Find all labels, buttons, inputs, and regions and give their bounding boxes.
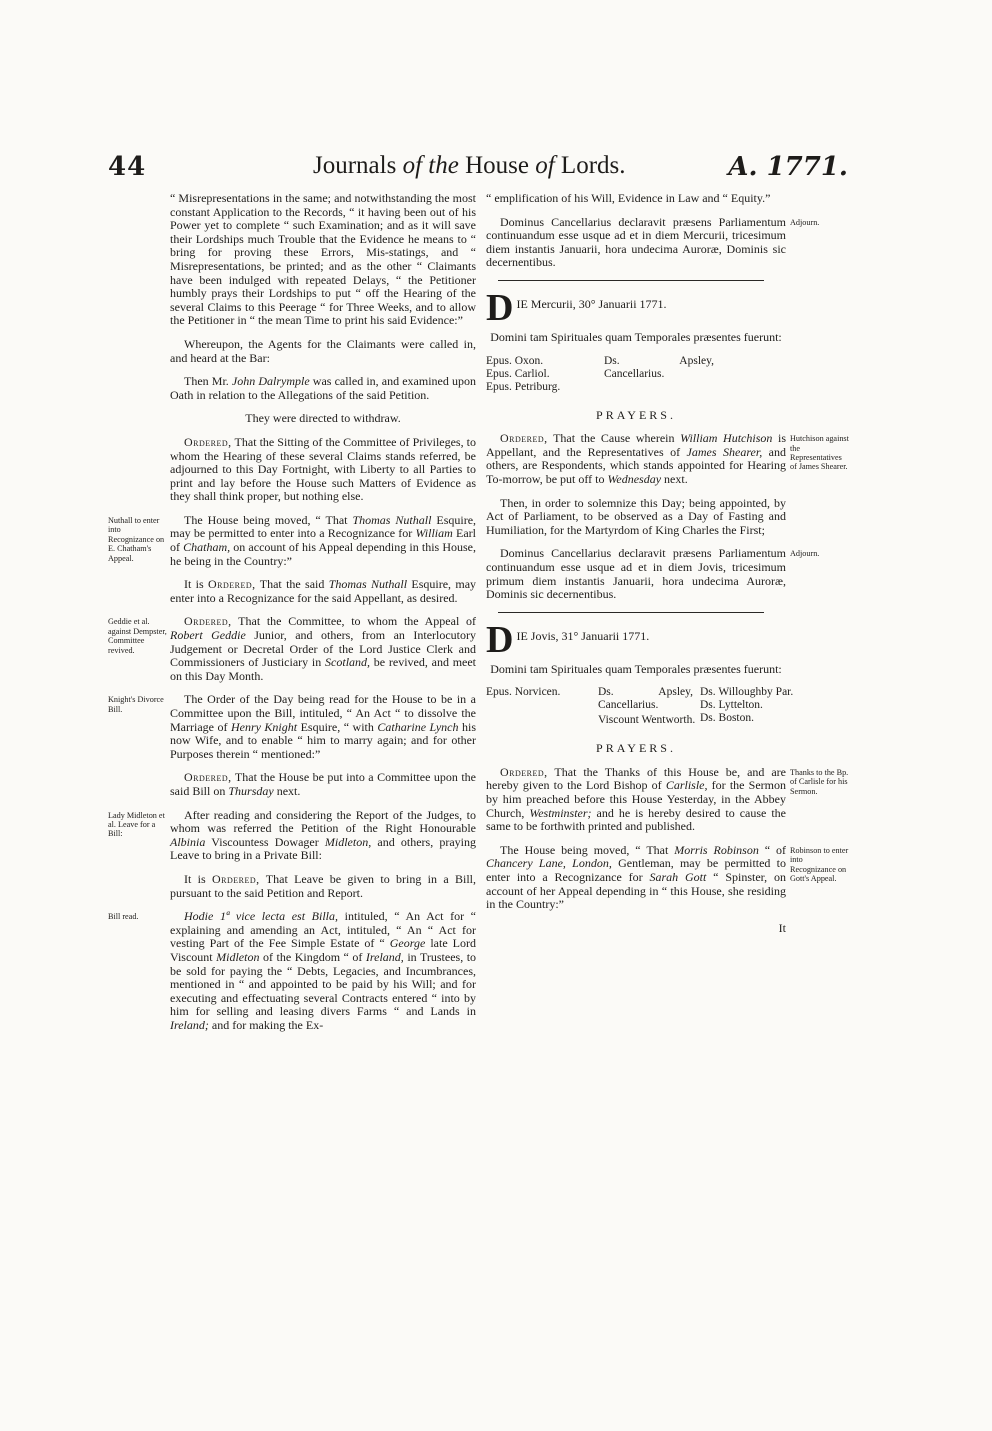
robinson-motion: The House being moved, “ That Morris Robinson “ of Chancery Lane, London, Gentleman, may be permitted to enter into a Recognizance for Sarah Gott “ Spinster, on account of her Appeal depending in “ this House, she residing in the Country:” (486, 842, 787, 912)
margin-note-adjourn-1: Adjourn. (790, 217, 820, 227)
hutchison-order: Ordered, That the Cause wherein William Hutchison is Appellant, and the Representatives of James Shearer, and others, are Respondents, which stands appointed for Hearing To-morrow, be put off to Wednesday next. (486, 431, 787, 486)
midleton-report: After reading and considering the Report of the Judges, to whom was referred the Petition of the Right Honourable Albinia Viscountess Dowager Midleton, and others, praying Leave to bring in a Private Bill: (170, 807, 477, 863)
knight-order-of-day: The Order of the Day being read for the House to be in a Committee upon the Bill, intituled, “ An Act “ to dissolve the Marriage of Henry Knight Esquire, “ with Catharine Lynch his now Wife, and to enable “ him to marry again; and for other Purposes therein “ mentioned:” (170, 692, 476, 761)
adjourn-entry-2 (486, 546, 820, 602)
hutchison-entry (486, 431, 849, 486)
attendee: Epus. Oxon. (486, 354, 544, 367)
page-header (108, 152, 848, 188)
geddie-order: Ordered, That the Committee, to whom the Appeal of Robert Geddie Junior, and others, from an Interlocutory Judgement or Decretal Order of the Lord Justice Clerk and Commissioners of Justiciary in Scotland, be revived, and meet on this Day Month. (170, 614, 477, 683)
date-heading-30-jan: D IE Mercurii, 30° Januarii 1771. (486, 286, 667, 329)
nuthall-entry (108, 512, 477, 606)
right-column (486, 191, 849, 935)
adjourn-entry-1 (486, 214, 820, 270)
nuthall-motion: The House being moved, “ That Thomas Nuthall Esquire, may be permitted to enter into a Recognizance for William Earl of Chatham, on account of his Appeal depending in this House, he being in the Country:” (170, 512, 477, 568)
prayers-heading-2: PRAYERS. (596, 741, 676, 756)
knight-entry (108, 692, 476, 798)
petition-quote-end: “ Misrepresentations in the same; and notwithstanding the most constant Application to the Records, “ it having been out of his Power yet to complete “ such Examination; and as it will save their Lordships much Trouble that the Evidence he means to “ bring for proving these Errors, Mis-statings, and “ Misrepresentations, be printed; and as the other “ Claimants have been indulged with repeated Delays, “ the Petitioner humbly prays their Lordships to put “ off the Hearing of the several Claims to this Peerage “ for Three Weeks, and to allow the Petitioner in “ the mean Time to print his said Evidence:” (170, 191, 476, 328)
robinson-entry (486, 842, 849, 912)
adjournment-1: Dominus Cancellarius declaravit præsens Parliamentum continuandum esse usque ad et in diem Mercurii, tricesimum diem instantis Januarii, hora undecima Auroræ, Dominis sic decernentibus. (486, 214, 786, 270)
attendee: Ds. Boston. (700, 712, 754, 725)
thanks-order: Ordered, That the Thanks of this House be, and are hereby given to the Lord Bishop of Carlisle, for the Sermon by him preached before this House Yesterday, in the Abbey Church, Westminster; and he is hereby desired to cause the same to be forthwith printed and published. (486, 764, 786, 834)
page-number: 44 (108, 152, 147, 182)
attendee: Ds. Apsley, Cancellarius. (604, 354, 714, 380)
section-rule (498, 280, 764, 281)
lords-present-1: Domini tam Spirituales quam Temporales præsentes fuerunt: (490, 329, 782, 344)
bill-continuation: “ emplification of his Will, Evidence in Law and “ Equity.” (486, 191, 771, 205)
dalrymple-examined: Then Mr. John Dalrymple was called in, and examined upon Oath in relation to the Allegations of the said Petition. (170, 374, 476, 402)
prayers-heading-1: PRAYERS. (596, 407, 676, 422)
attendee: Viscount Wentworth. (598, 714, 696, 727)
margin-note-thanks: Thanks to the Bp. of Carlisle for his Sermon. (790, 767, 849, 796)
nuthall-order: It is Ordered, That the said Thomas Nuthall Esquire, may enter into a Recognizance for the said Appellant, as desired. (170, 577, 477, 605)
agents-called: Whereupon, the Agents for the Claimants were called in, and heard at the Bar: (170, 336, 476, 365)
margin-note-adjourn-2: Adjourn. (790, 549, 820, 559)
section-rule (498, 612, 764, 613)
attendee: Ds. Lyttelton. (700, 699, 763, 712)
attendee: Ds. Apsley, Cancellarius. (598, 686, 693, 712)
attendance-list-1 (486, 355, 786, 397)
attendance-list-2 (486, 686, 794, 730)
margin-note-midleton: Lady Midleton et al. Leave for a Bill: (108, 810, 165, 839)
geddie-entry (108, 614, 477, 683)
drop-cap: D (486, 286, 514, 329)
privileges-order: Ordered, That the Sitting of the Committee of Privileges, to whom the Hearing of these several Claims stands referred, be adjourned to this Day Fortnight, with Liberty to all Parties to print and lay before the House such Matters of Evidence as they shall think proper, but nothing else. (170, 434, 476, 504)
running-title: Journals of the House of Lords. (313, 152, 626, 179)
left-column (108, 191, 477, 1042)
margin-note-robinson: Robinson to enter into Recognizance on Gott's Appeal. (790, 845, 849, 884)
adjournment-2: Dominus Cancellarius declaravit præsens Parliamentum continuandum esse usque ad et in diem Jovis, tricesimum primum diem instantis Januarii, hora undecima Auroræ, Dominis sic decernentibus. (486, 546, 786, 602)
page-year: A. 1771. (728, 152, 848, 182)
attendee: Ds. Willoughby Par. (700, 686, 794, 699)
attendee: Epus. Norvicen. (486, 686, 561, 699)
attendee: Epus. Petriburg. (486, 380, 561, 393)
fast-day: Then, in order to solemnize this Day; being appointed, by Act of Parliament, to be observed as a Day of Fasting and Humiliation, for the Martyrdom of King Charles the First; (486, 495, 786, 537)
withdraw-note: They were directed to withdraw. (245, 411, 401, 426)
catchword: It (778, 920, 786, 935)
midleton-entry (108, 807, 477, 901)
lords-present-2: Domini tam Spirituales quam Temporales præsentes fuerunt: (490, 661, 782, 676)
bill-first-reading: Hodie 1ª vice lecta est Billa, intituled, “ An Act for “ explaining and amending an Act, intituled, “ An “ Act for vesting Part of the Fee Simple Estate of “ George late Lord Viscount Midleton of the Kingdom “ of Ireland, in Trustees, to be sold for paying the “ Debts, Legacies, and Incumbrances, mentioned in “ and appointed to be paid by his Will; and for executing and effectuating several Contracts entered “ into by him for selling and leasing divers Farms “ and Lands in Ireland; and for making the Ex- (170, 909, 477, 1032)
margin-note-bill: Bill read. (108, 912, 139, 922)
attendee: Epus. Carliol. (486, 367, 550, 380)
midleton-order: It is Ordered, That Leave be given to bring in a Bill, pursuant to the said Petition and Report. (170, 871, 476, 900)
margin-note-hutchison: Hutchison against the Representatives of James Shearer. (790, 434, 849, 472)
drop-cap: D (486, 618, 514, 661)
margin-note-geddie: Geddie et al. against Dempster, Committee revived. (108, 617, 167, 655)
date-heading-31-jan: D IE Jovis, 31° Januarii 1771. (486, 618, 650, 661)
margin-note-nuthall: Nuthall to enter into Recognizance on E. Chatham's Appeal. (108, 515, 165, 563)
margin-note-knight: Knight's Divorce Bill. (108, 695, 164, 714)
thanks-entry (486, 764, 849, 834)
bill-read-entry (108, 909, 477, 1032)
knight-order: Ordered, That the House be put into a Committee upon the said Bill on Thursday next. (170, 770, 476, 798)
